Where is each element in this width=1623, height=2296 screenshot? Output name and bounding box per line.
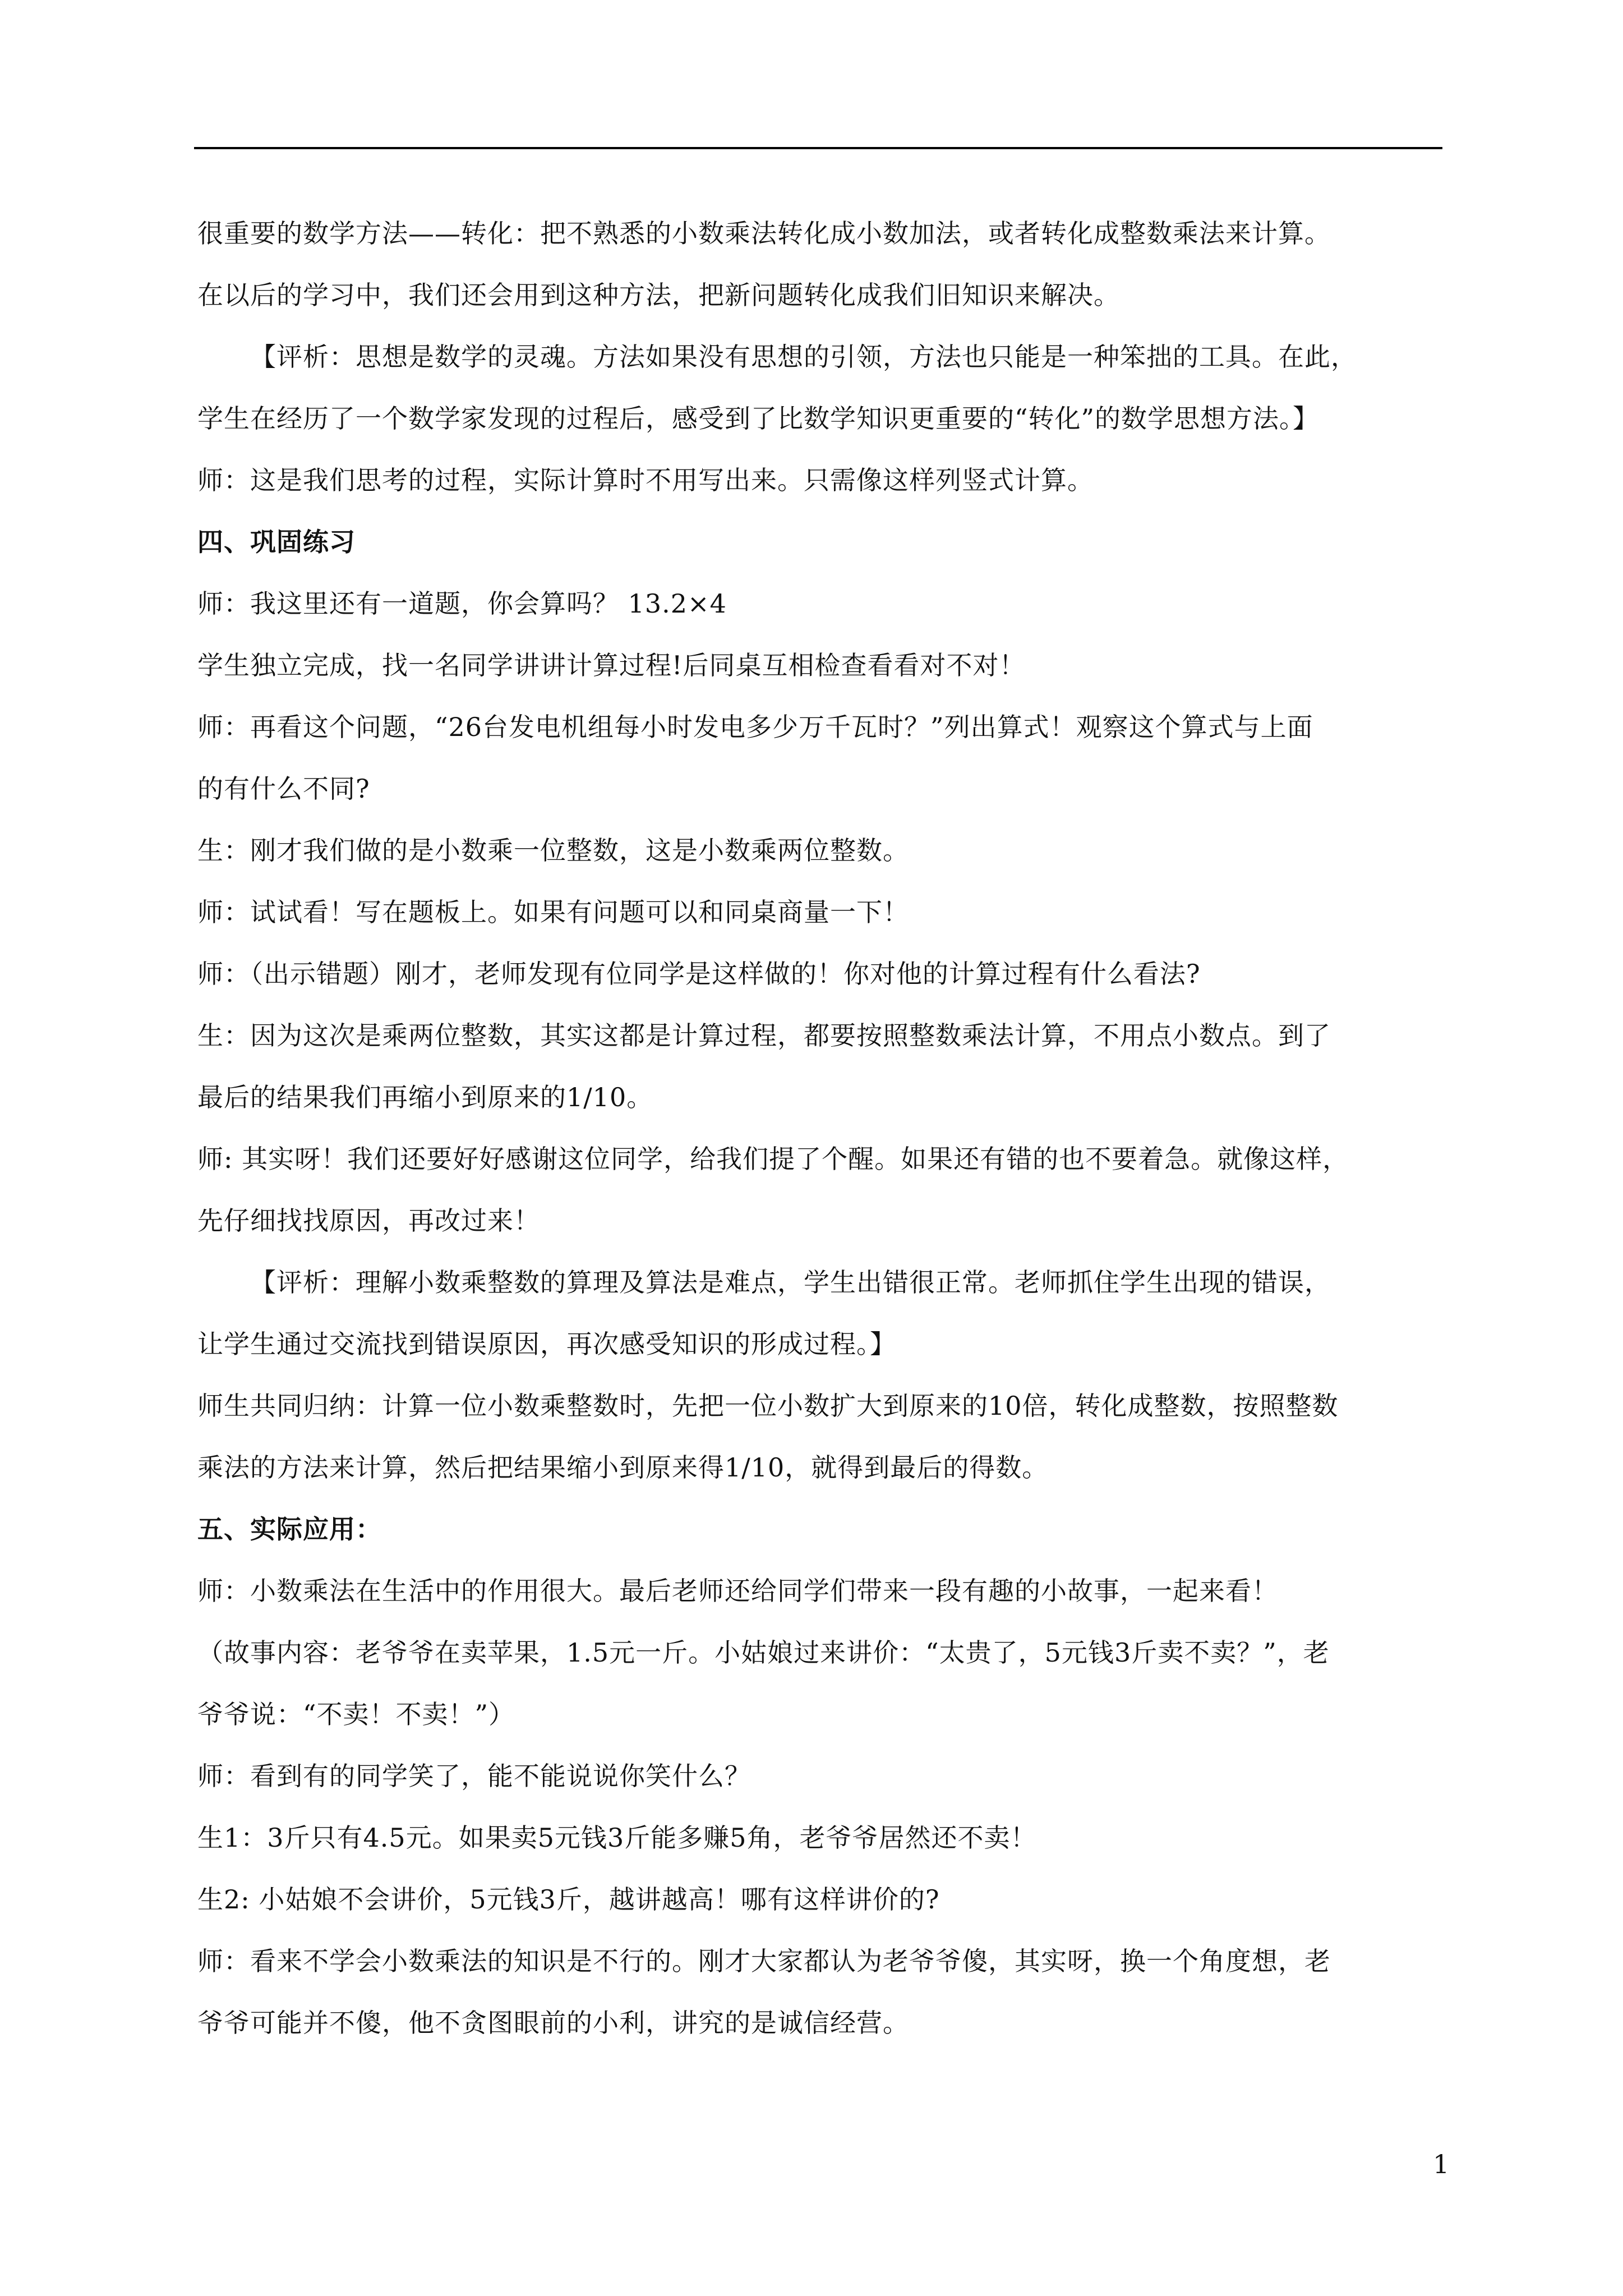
section-heading: 四、巩固练习 [197, 527, 356, 557]
dialogue-line: 生2: 小姑娘不会讲价，5元钱3斤，越讲越高！哪有这样讲价的? [197, 1884, 940, 1915]
dialogue-line: 的有什么不同? [197, 774, 370, 804]
dialogue-line: 师：我这里还有一道题，你会算吗？ 13.2×4 [197, 588, 727, 619]
paragraph-line: 学生独立完成，找一名同学讲讲计算过程!后同桌互相检查看看对不对！ [197, 650, 1026, 680]
comment-line: 让学生通过交流找到错误原因，再次感受知识的形成过程。】 [197, 1329, 896, 1359]
paragraph-line: 师生共同归纳：计算一位小数乘整数时，先把一位小数扩大到原来的10倍，转化成整数，按照整数 [197, 1391, 1339, 1421]
dialogue-line: 生：刚才我们做的是小数乘一位整数，这是小数乘两位整数。 [197, 835, 909, 866]
dialogue-line: 师: 其实呀！我们还要好好感谢这位同学，给我们提了个醒。如果还有错的也不要着急。就像这样， [197, 1144, 1349, 1174]
comment-line: 学生在经历了一个数学家发现的过程后，感受到了比数学知识更重要的“转化”的数学思想方法。】 [197, 403, 1320, 434]
dialogue-line: 师：（出示错题）刚才，老师发现有位同学是这样做的！你对他的计算过程有什么看法? [197, 959, 1201, 989]
dialogue-line: 师：再看这个问题，“26台发电机组每小时发电多少万千瓦时？”列出算式！观察这个算式与上面 [197, 712, 1313, 742]
dialogue-line: 师：看到有的同学笑了，能不能说说你笑什么？ [197, 1761, 751, 1791]
paragraph-line: （故事内容：老爷爷在卖苹果，1.5元一斤。小姑娘过来讲价：“太贵了，5元钱3斤卖不卖？”，老 [197, 1637, 1330, 1668]
dialogue-line: 师：试试看！写在题板上。如果有问题可以和同桌商量一下！ [197, 897, 909, 927]
dialogue-line: 师：看来不学会小数乘法的知识是不行的。刚才大家都认为老爷爷傻，其实呀，换一个角度想，老 [197, 1946, 1331, 1976]
dialogue-line: 先仔细找找原因，再改过来！ [197, 1205, 540, 1236]
paragraph-line: 很重要的数学方法——转化：把不熟悉的小数乘法转化成小数加法，或者转化成整数乘法来计算。 [197, 218, 1331, 249]
dialogue-line: 师：这是我们思考的过程，实际计算时不用写出来。只需像这样列竖式计算。 [197, 465, 1094, 495]
dialogue-line: 生：因为这次是乘两位整数，其实这都是计算过程，都要按照整数乘法计算，不用点小数点。到了 [197, 1020, 1331, 1051]
paragraph-line: 乘法的方法来计算，然后把结果缩小到原来得1/10，就得到最后的得数。 [197, 1452, 1049, 1483]
section-heading: 五、实际应用： [197, 1514, 382, 1544]
comment-line: 【评析：思想是数学的灵魂。方法如果没有思想的引领，方法也只能是一种笨拙的工具。在此， [250, 342, 1357, 372]
dialogue-line: 最后的结果我们再缩小到原来的1/10。 [197, 1082, 653, 1112]
dialogue-line: 生1：3斤只有4.5元。如果卖5元钱3斤能多赚5角，老爷爷居然还不卖！ [197, 1823, 1037, 1853]
dialogue-line: 爷爷可能并不傻，他不贪图眼前的小利，讲究的是诚信经营。 [197, 2008, 909, 2038]
dialogue-line: 师：小数乘法在生活中的作用很大。最后老师还给同学们带来一段有趣的小故事，一起来看！ [197, 1576, 1278, 1606]
paragraph-line: 爷爷说：“不卖！不卖！”） [197, 1699, 515, 1729]
header-rule [194, 147, 1442, 149]
page-number: 1 [1433, 2149, 1450, 2179]
paragraph-line: 在以后的学习中，我们还会用到这种方法，把新问题转化成我们旧知识来解决。 [197, 280, 1120, 310]
comment-line: 【评析：理解小数乘整数的算理及算法是难点，学生出错很正常。老师抓住学生出现的错误， [250, 1267, 1331, 1297]
